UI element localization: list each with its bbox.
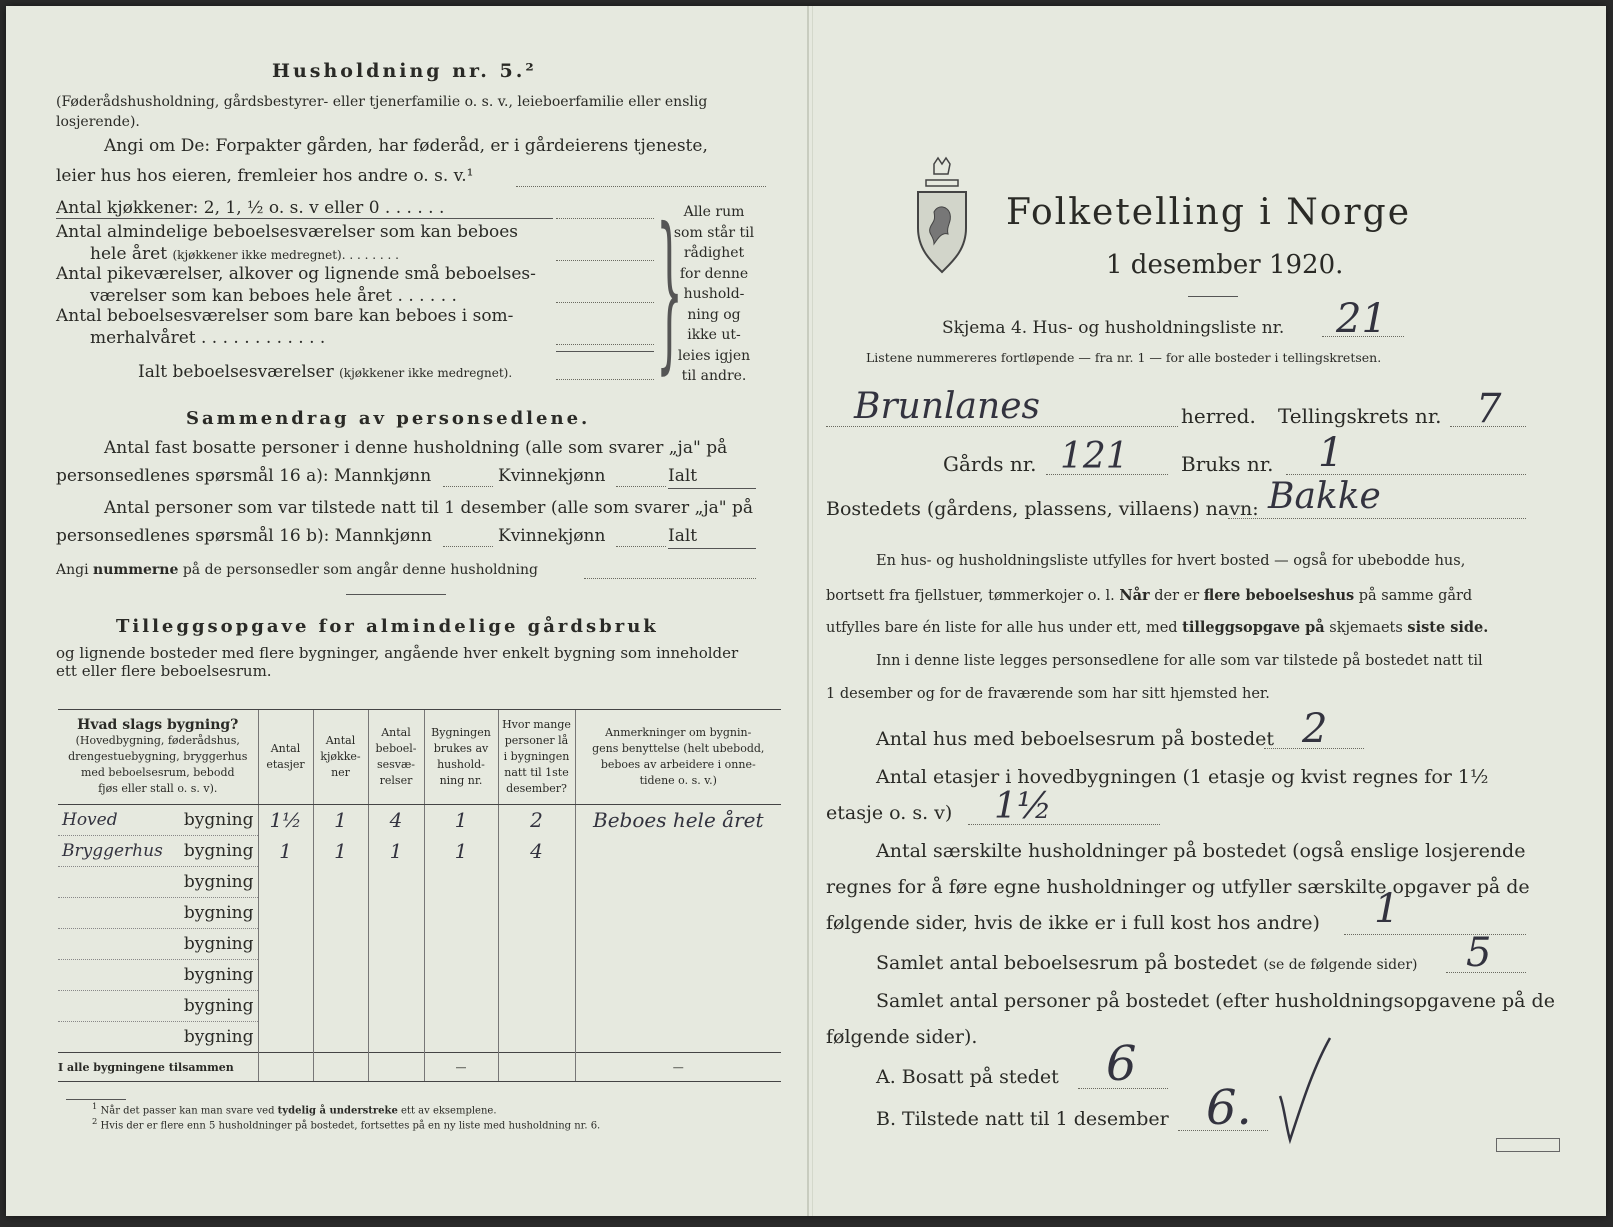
total-rooms-answer-line — [556, 379, 654, 380]
name-cell[interactable] — [58, 805, 258, 836]
household-subtitle: (Føderådshusholdning, gårdsbestyrer- eller tjenerfamilie o. s. v., leieboerfamilie eller enslig losjerende). — [56, 94, 708, 130]
q-hus-value[interactable]: 2 — [1302, 706, 1328, 752]
rooms-summer-2: merhalvåret . . . . . . . . . . . . — [90, 328, 326, 348]
herred-label: herred. — [1181, 404, 1256, 428]
gards-value[interactable]: 121 — [1060, 436, 1129, 477]
kitchens-cell[interactable] — [313, 929, 368, 960]
census-date: 1 desember 1920. — [1106, 250, 1344, 280]
ask-answer-line — [516, 186, 766, 187]
krets-value[interactable]: 7 — [1476, 386, 1502, 432]
check-mark-icon — [1276, 1036, 1336, 1146]
ask-line-1: Angi om De: Forpakter gården, har føderåd, er i gårdeierens tjeneste, — [104, 136, 708, 156]
ordinary-answer-line — [556, 260, 654, 261]
summer-answer-line — [556, 344, 654, 345]
remarks-cell[interactable] — [575, 1022, 781, 1053]
census-sheet — [6, 6, 1606, 1216]
brace: } — [656, 192, 684, 390]
table-row — [58, 1022, 781, 1053]
herred-value[interactable]: Brunlanes — [854, 386, 1040, 427]
maid-answer-line — [556, 302, 654, 303]
persons-cell[interactable] — [498, 1022, 575, 1053]
q-etasjer-1: Antal etasjer i hovedbygningen (1 etasje og kvist regnes for 1½ — [876, 766, 1489, 788]
remarks-cell[interactable] — [575, 836, 781, 867]
household-cell[interactable] — [424, 960, 498, 991]
total-label-a: Ialt — [668, 466, 698, 486]
persons-cell[interactable]: 2 — [498, 805, 575, 836]
header-remarks: Anmerkninger om bygnin- gens benyttelse (helt ubebodd, beboes av arbeidere i onne- tidene o. s. v.) — [575, 710, 781, 805]
household-cell[interactable] — [424, 1022, 498, 1053]
kitchens-cell[interactable] — [313, 867, 368, 898]
remarks-cell[interactable]: Beboes hele året — [575, 805, 781, 836]
persons-cell[interactable] — [498, 898, 575, 929]
rooms-cell[interactable]: 1 — [368, 836, 424, 867]
side-note: Alle rum som står til rådighet for denne hushold- ning og ikke ut- leies igjen til andre. — [673, 204, 755, 384]
floors-cell[interactable] — [258, 991, 313, 1022]
name-cell[interactable] — [58, 991, 258, 1022]
q-hush-1: Antal særskilte husholdninger på bostedet (også enslige losjerende — [876, 840, 1526, 862]
persons-cell[interactable] — [498, 929, 575, 960]
name-cell[interactable] — [58, 929, 258, 960]
kitchens-cell[interactable] — [313, 898, 368, 929]
table-row — [58, 991, 781, 1022]
floors-cell[interactable] — [258, 867, 313, 898]
remarks-cell[interactable] — [575, 960, 781, 991]
rooms-cell[interactable] — [368, 898, 424, 929]
page-fold-shadow — [812, 6, 813, 1216]
gards-label: Gårds nr. — [943, 452, 1037, 476]
rooms-summer-1: Antal beboelsesværelser som bare kan beboes i som- — [56, 306, 514, 326]
header-floors: Antal etasjer — [258, 710, 313, 805]
rooms-cell[interactable] — [368, 929, 424, 960]
building-label: bygning — [183, 1027, 254, 1047]
printer-stamp — [1496, 1138, 1560, 1152]
q-rum-value[interactable]: 5 — [1466, 930, 1492, 976]
header-persons: Hvor mange personer lå i bygningen natt til 1ste desember? — [498, 710, 575, 805]
footnote-2: $^2$ Hvis der er flere enn 5 husholdninger på bostedet, fortsettes på en ny liste med husholdning nr. 6. — [92, 1116, 601, 1132]
rooms-cell[interactable] — [368, 991, 424, 1022]
total-label-b: Ialt — [668, 526, 698, 546]
floors-cell[interactable] — [258, 898, 313, 929]
buildings-table — [58, 709, 781, 1082]
q-hus: Antal hus med beboelsesrum på bostedet — [876, 728, 1275, 750]
summary-line-1: Antal fast bosatte personer i denne husholdning (alle som svarer „ja" på — [104, 438, 728, 458]
info-line-1: En hus- og husholdningsliste utfylles for hvert bosted — også for ubebodde hus, — [876, 553, 1466, 569]
header-building-type: Hvad slags bygning? (Hovedbygning, føderådshus, drengestuebygning, bryggerhus med beboelsesrum, bebodd fjøs eller stall o. s. v). — [58, 710, 258, 805]
kitchens-cell[interactable] — [313, 960, 368, 991]
info-line-3: utfylles bare én liste for alle hus under ett, med tilleggsopgave på skjemaets siste side. — [826, 619, 1489, 636]
bruks-value[interactable]: 1 — [1318, 430, 1344, 476]
total-label: I alle bygningene tilsammen — [58, 1053, 258, 1082]
summary-line-4: personsedlenes spørsmål 16 b): Mannkjønn — [56, 526, 432, 546]
table-row — [58, 929, 781, 960]
remarks-cell[interactable] — [575, 867, 781, 898]
q-etasjer-2: etasje o. s. v) — [826, 802, 953, 824]
ask-line-2: leier hus hos eieren, fremleier hos andre o. s. v.¹ — [56, 166, 474, 186]
persons-cell[interactable] — [498, 991, 575, 1022]
building-label: bygning — [183, 934, 254, 954]
rooms-cell[interactable]: 4 — [368, 805, 424, 836]
rooms-kitchens: Antal kjøkkener: 2, 1, ½ o. s. v eller 0 . . . . . . — [56, 198, 445, 218]
footnote-1: $^1$ Når det passer kan man svare ved tydelig å understreke ett av eksemplene. — [92, 1101, 497, 1117]
building-name: Bryggerhus — [62, 841, 163, 861]
rooms-total: Ialt beboelsesværelser (kjøkkener ikke medregnet). — [138, 362, 513, 382]
coat-of-arms-icon — [912, 156, 972, 276]
numbers-line: Angi nummerne på de personsedler som angår denne husholdning — [56, 562, 538, 578]
census-title: Folketelling i Norge — [1006, 192, 1411, 233]
floors-cell[interactable] — [258, 929, 313, 960]
persons-cell[interactable] — [498, 960, 575, 991]
rooms-ordinary-1: Antal almindelige beboelsesværelser som kan bebоes — [56, 222, 518, 242]
building-name: Hoved — [62, 810, 118, 830]
extra-desc-2: ett eller flere beboelsesrum. — [56, 662, 272, 680]
rooms-cell[interactable] — [368, 1022, 424, 1053]
table-row — [58, 867, 781, 898]
q-rum: Samlet antal beboelsesrum på bostedet (se de følgende sider) — [876, 952, 1418, 974]
household-cell[interactable] — [424, 898, 498, 929]
female-label-a: Kvinnekjønn — [498, 466, 606, 486]
table-row — [58, 960, 781, 991]
info-line-4: Inn i denne liste legges personsedlene for alle som var tilstede på bostedet natt til — [876, 653, 1483, 669]
info-line-2: bortsett fra fjellstuer, tømmerkojer o. l. Når der er flere beboelseshus på samme gård — [826, 587, 1473, 604]
remarks-cell[interactable] — [575, 898, 781, 929]
b-label: B. Tilstede natt til 1 desember — [876, 1108, 1169, 1130]
name-cell[interactable] — [58, 960, 258, 991]
persons-cell[interactable]: 4 — [498, 836, 575, 867]
household-title: Husholdning nr. 5.² — [272, 60, 537, 82]
krets-label: Tellingskrets nr. — [1278, 404, 1442, 428]
kitchens-cell[interactable] — [313, 1022, 368, 1053]
extra-desc-1: og lignende bosteder med flere bygninger, angående hver enkelt bygning som inneholder — [56, 644, 739, 662]
summary-line-2: personsedlenes spørsmål 16 a): Mannkjønn — [56, 466, 432, 486]
floors-cell[interactable]: 1½ — [258, 805, 313, 836]
floors-cell[interactable] — [258, 1022, 313, 1053]
persons-cell[interactable] — [498, 867, 575, 898]
rooms-cell[interactable] — [368, 960, 424, 991]
q-etasjer-value[interactable]: 1½ — [994, 786, 1052, 827]
b-value[interactable]: 6. — [1206, 1080, 1252, 1136]
name-cell[interactable] — [58, 898, 258, 929]
header-rooms: Antal beboel- sesvæ- relser — [368, 710, 424, 805]
numbering-note: Listene nummereres fortløpende — fra nr. 1 — for alle bosteder i tellingskretsen. — [866, 350, 1382, 365]
building-label: bygning — [183, 841, 254, 861]
floors-cell[interactable]: 1 — [258, 836, 313, 867]
extra-title: Tilleggsopgave for almindelige gårdsbruk — [116, 616, 659, 637]
building-label: bygning — [183, 872, 254, 892]
name-cell[interactable] — [58, 1022, 258, 1053]
kitchens-answer-line — [556, 218, 654, 219]
household-cell[interactable]: 1 — [424, 836, 498, 867]
rooms-maid-1: Antal pikeværelser, alkover og lignende små beboelses- — [56, 264, 536, 284]
schema-value[interactable]: 21 — [1336, 296, 1387, 342]
header-household: Bygningen brukes av hushold- ning nr. — [424, 710, 498, 805]
summary-line-3: Antal personer som var tilstede natt til 1 desember (alle som svarer „ja" på — [104, 498, 754, 518]
bosted-label: Bostedets (gårdens, plassens, villaens) navn: — [826, 498, 1259, 520]
table-total-row — [58, 1053, 781, 1082]
rooms-ordinary-2: hele året (kjøkkener ikke medregnet). . . . . . . . — [90, 244, 399, 264]
building-label: bygning — [183, 965, 254, 985]
kitchens-cell[interactable]: 1 — [313, 836, 368, 867]
kitchens-cell[interactable] — [313, 991, 368, 1022]
bruks-label: Bruks nr. — [1181, 452, 1274, 476]
schema-label: Skjema 4. Hus- og husholdningsliste nr. — [942, 318, 1285, 338]
summary-title: Sammendrag av personsedlene. — [186, 408, 591, 429]
household-cell[interactable] — [424, 867, 498, 898]
rooms-cell[interactable] — [368, 867, 424, 898]
a-label: A. Bosatt på stedet — [876, 1066, 1059, 1088]
name-cell[interactable] — [58, 836, 258, 867]
floors-cell[interactable] — [258, 960, 313, 991]
table-header — [58, 710, 781, 805]
bosted-value[interactable]: Bakke — [1268, 476, 1381, 517]
table-row — [58, 898, 781, 929]
a-value[interactable]: 6 — [1106, 1036, 1137, 1092]
q-pers-1: Samlet antal personer på bostedet (efter husholdningsopgavene på de — [876, 990, 1555, 1012]
building-label: bygning — [183, 996, 254, 1016]
total-dash-household: — — [424, 1053, 498, 1082]
rooms-maid-2: værelser som kan beboes hele året . . . . . . — [90, 286, 457, 306]
info-line-5: 1 desember og for de fraværende som har sitt hjemsted her. — [826, 686, 1270, 702]
page-fold — [807, 6, 809, 1216]
q-hush-2: regnes for å føre egne husholdninger og utfyller særskilte opgaver på de — [826, 876, 1530, 898]
household-cell[interactable]: 1 — [424, 805, 498, 836]
household-cell[interactable] — [424, 991, 498, 1022]
total-dash-remarks: — — [575, 1053, 781, 1082]
q-hush-3: følgende sider, hvis de ikke er i full kost hos andre) — [826, 912, 1320, 934]
name-cell[interactable] — [58, 867, 258, 898]
remarks-cell[interactable] — [575, 929, 781, 960]
header-kitchens: Antal kjøkke- ner — [313, 710, 368, 805]
female-label-b: Kvinnekjønn — [498, 526, 606, 546]
table-row — [58, 805, 781, 836]
kitchens-cell[interactable]: 1 — [313, 805, 368, 836]
q-pers-2: følgende sider). — [826, 1026, 978, 1048]
remarks-cell[interactable] — [575, 991, 781, 1022]
household-cell[interactable] — [424, 929, 498, 960]
building-label: bygning — [183, 903, 254, 923]
q-hush-value[interactable]: 1 — [1374, 886, 1400, 932]
table-row — [58, 836, 781, 867]
building-label: bygning — [183, 810, 254, 830]
